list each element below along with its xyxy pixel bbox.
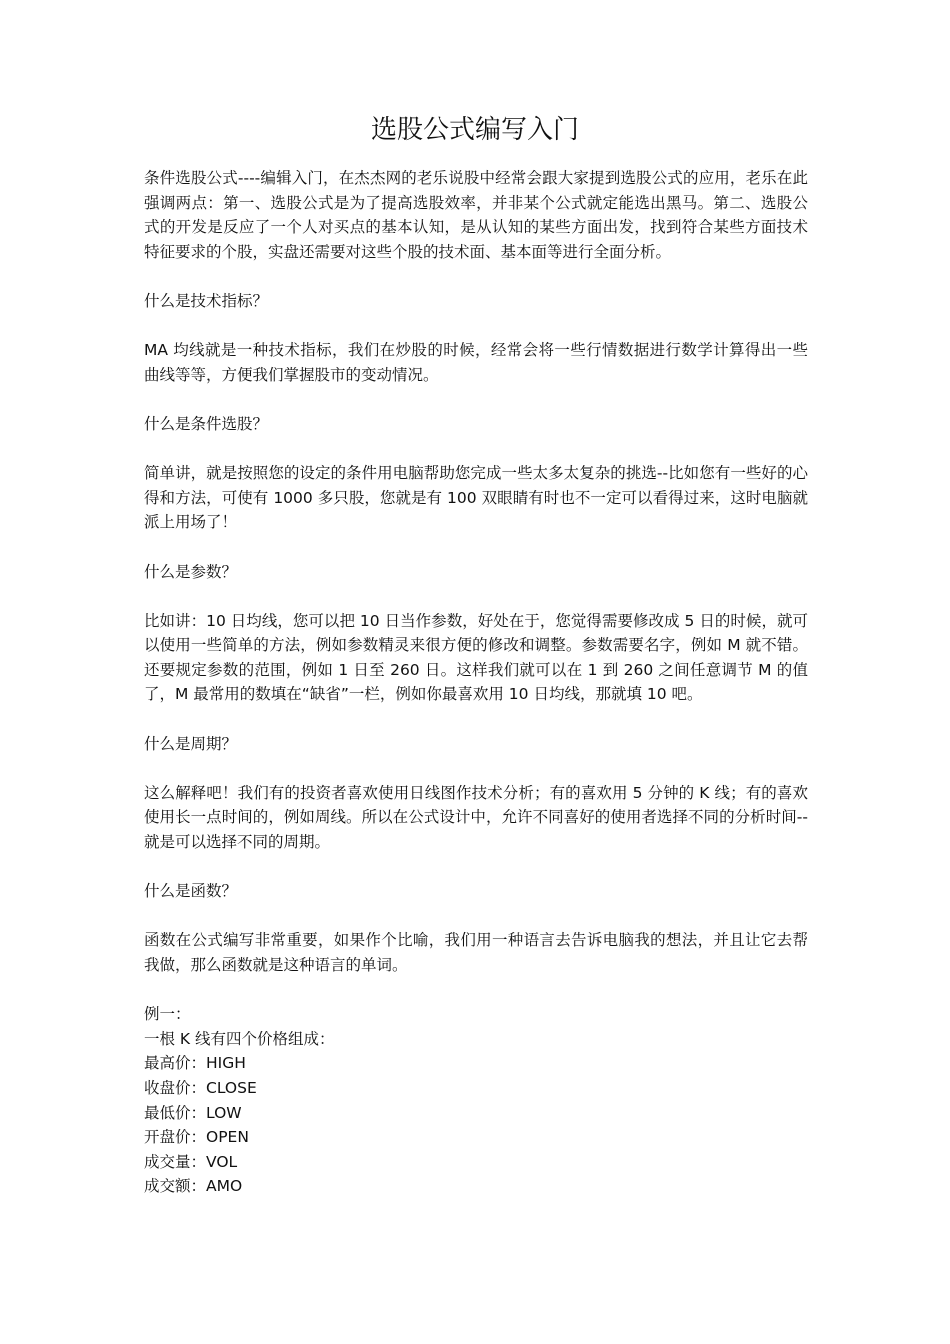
- answer-period: 这么解释吧！我们有的投资者喜欢使用日线图作技术分析；有的喜欢用 5 分钟的 K 线；有的喜欢使用长一点时间的，例如周线。所以在公式设计中，允许不同喜好的使用者选择不同的分析时间--就是可以选择不同的周期。: [144, 783, 808, 852]
- example-line: 开盘价：OPEN: [144, 1128, 249, 1147]
- answer-param: 比如讲：10 日均线，您可以把 10 日当作参数，好处在于，您觉得需要修改成 5 日的时候，就可以使用一些简单的方法，例如参数精灵来很方便的修改和调整。参数需要名字，例如 M 就不错。还要规定参数的范围，例如 1 日至 260 日。这样我们就可以在 1 到 260 之间任意调节 M 的值了，M 最常用的数填在“缺省”一栏，例如你最喜欢用 10 日均线，那就填 10 吧。: [144, 611, 808, 704]
- example-line: 收盘价：CLOSE: [144, 1078, 257, 1097]
- question-indicator: 什么是技术指标？: [144, 291, 269, 310]
- document-title: 选股公式编写入门: [370, 115, 579, 145]
- example-intro: 一根 K 线有四个价格组成：: [144, 1029, 335, 1048]
- intro-paragraph: 条件选股公式----编辑入门，在杰杰网的老乐说股中经常会跟大家提到选股公式的应用，老乐在此强调两点：第一、选股公式是为了提高选股效率，并非某个公式就定能选出黑马。第二、选股公式的开发是反应了一个人对买点的基本认知，是从认知的某些方面出发，找到符合某些方面技术特征要求的个股，实盘还需要对这些个股的技术面、基本面等进行全面分析。: [144, 169, 808, 261]
- example-line: 最高价：HIGH: [144, 1054, 246, 1073]
- answer-indicator: MA 均线就是一种技术指标，我们在炒股的时候，经常会将一些行情数据进行数学计算得出一些曲线等等，方便我们掌握股市的变动情况。: [144, 341, 808, 384]
- example-line: 最低价：LOW: [144, 1103, 242, 1122]
- document-body: [144, 166, 808, 1199]
- example-line: 成交额：AMO: [144, 1177, 243, 1196]
- answer-condition: 简单讲，就是按照您的设定的条件用电脑帮助您完成一些太多太复杂的挑选--比如您有一些好的心得和方法，可使有 1000 多只股，您就是有 100 双眼睛有时也不一定可以看得过来，这时电脑就派上用场了！: [144, 464, 808, 532]
- question-condition: 什么是条件选股？: [144, 414, 269, 433]
- example-label: 例一：: [144, 1005, 191, 1024]
- question-param: 什么是参数？: [144, 562, 238, 581]
- answer-function: 函数在公式编写非常重要，如果作个比喻，我们用一种语言去告诉电脑我的想法，并且让它去帮我做，那么函数就是这种语言的单词。: [144, 931, 808, 974]
- example-block: [144, 1002, 808, 1199]
- question-function: 什么是函数？: [144, 882, 238, 901]
- example-line: 成交量：VOL: [144, 1152, 238, 1171]
- question-period: 什么是周期？: [144, 734, 238, 753]
